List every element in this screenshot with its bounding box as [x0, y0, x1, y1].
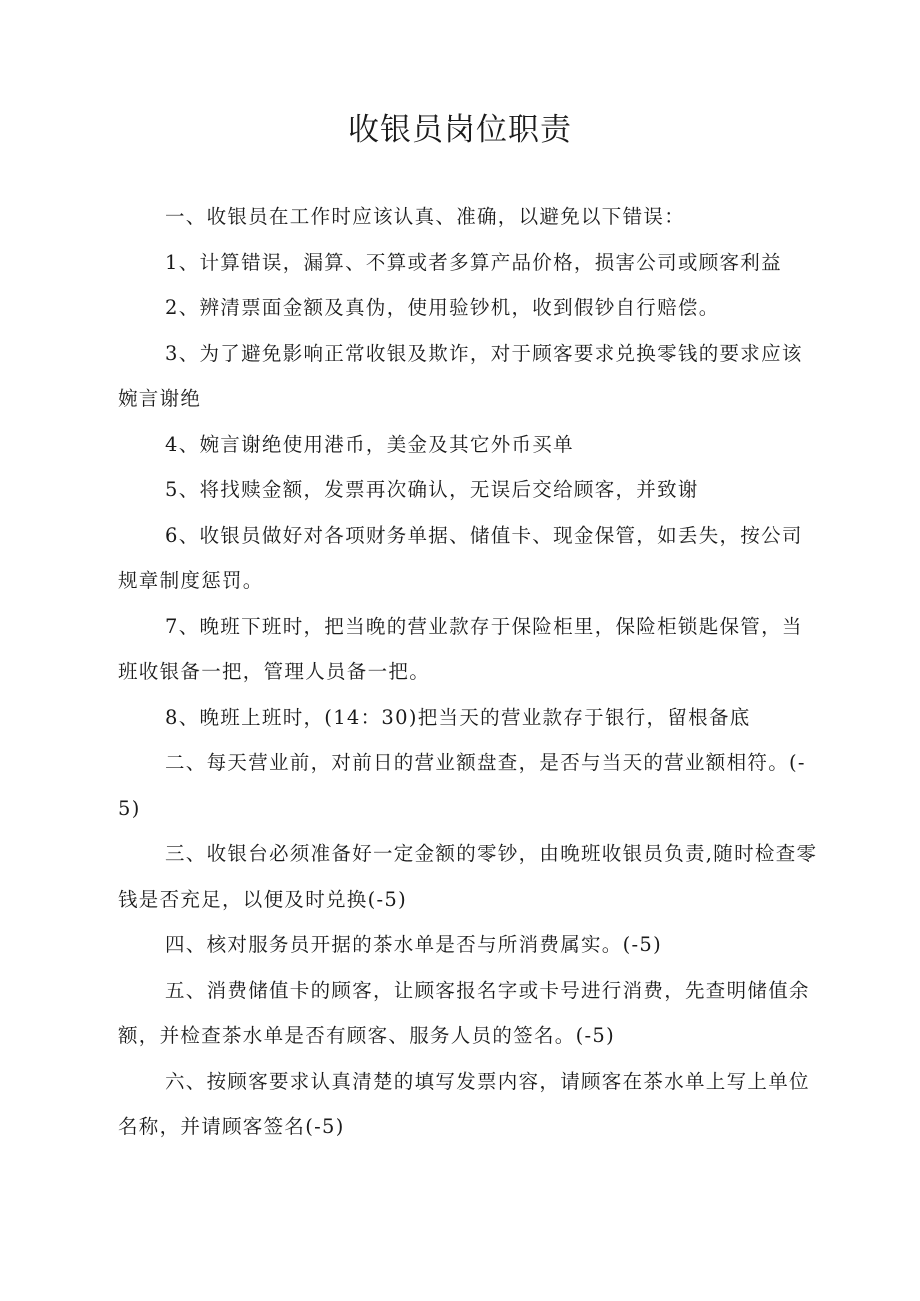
- paragraph-item-3: 3、为了避免影响正常收银及欺诈，对于顾客要求兑换零钱的要求应该婉言谢绝: [118, 341, 803, 410]
- page-title: 收银员岗位职责: [348, 112, 572, 148]
- paragraph-item-4: 4、婉言谢绝使用港币，美金及其它外币买单: [165, 432, 574, 456]
- paragraph-section-6: 六、按顾客要求认真清楚的填写发票内容，请顾客在茶水单上写上单位名称，并请顾客签名(-5): [118, 1069, 810, 1138]
- paragraph-section-2: 二、每天营业前，对前日的营业额盘查，是否与当天的营业额相符。(-5): [118, 751, 806, 820]
- paragraph-item-1: 1、计算错误，漏算、不算或者多算产品价格，损害公司或顾客利益: [165, 250, 782, 274]
- paragraph-section-1: 一、收银员在工作时应该认真、准确，以避免以下错误：: [165, 205, 686, 228]
- paragraph-item-7: 7、晚班下班时，把当晚的营业款存于保险柜里，保险柜锁匙保管，当班收银备一把，管理人员备一把。: [118, 614, 803, 683]
- paragraph-section-3: 三、收银台必须准备好一定金额的零钞，由晚班收银员负责,随时检查零钱是否充足，以便及时兑换(-5): [118, 842, 818, 911]
- paragraph-item-5: 5、将找赎金额，发票再次确认，无误后交给顾客，并致谢: [165, 478, 699, 501]
- paragraph-section-4: 四、核对服务员开据的茶水单是否与所消费属实。(-5): [165, 933, 663, 956]
- paragraph-section-5: 五、消费储值卡的顾客，让顾客报名字或卡号进行消费，先查明储值余额，并检查茶水单是否有顾客、服务人员的签名。(-5): [118, 978, 810, 1047]
- paragraph-item-8: 8、晚班上班时，(14：30)把当天的营业款存于银行，留根备底: [165, 705, 751, 729]
- paragraph-item-6: 6、收银员做好对各项财务单据、储值卡、现金保管，如丢失，按公司规章制度惩罚。: [118, 523, 803, 592]
- paragraph-item-2: 2、辨清票面金额及真伪，使用验钞机，收到假钞自行赔偿。: [165, 296, 720, 319]
- document-body: [118, 194, 818, 1150]
